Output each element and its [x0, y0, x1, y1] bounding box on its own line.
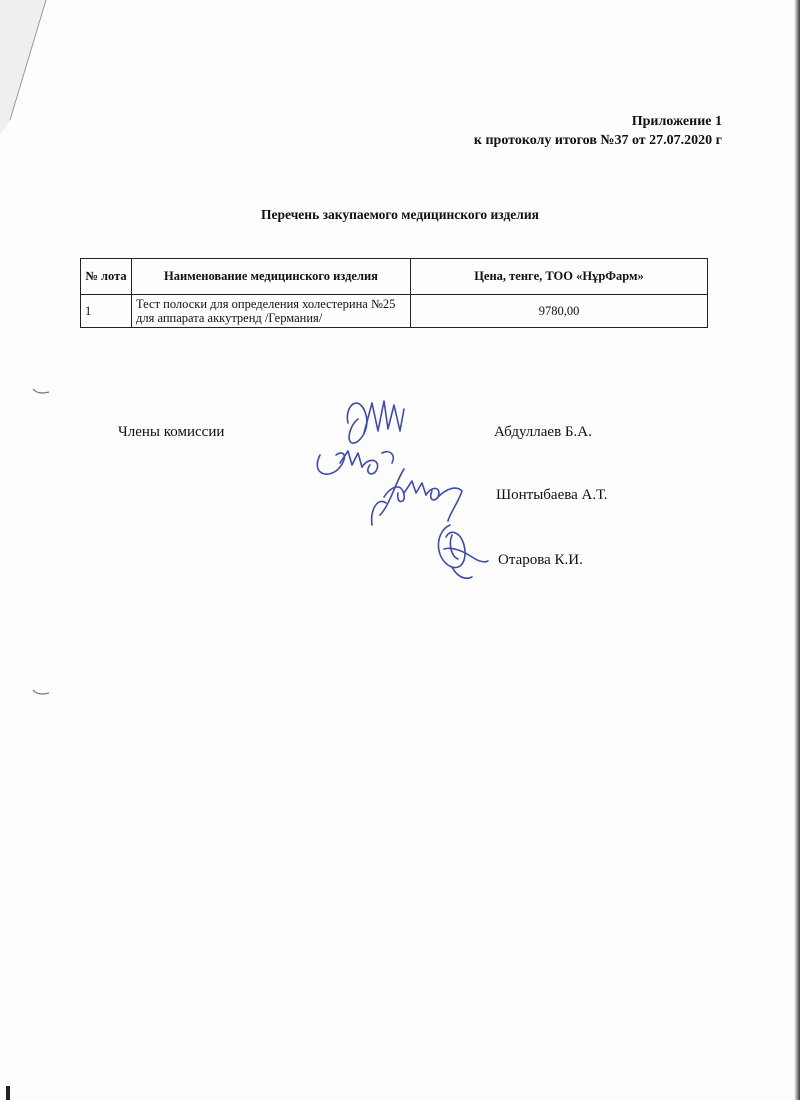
table-header-row [81, 259, 708, 295]
appendix-header [474, 112, 722, 150]
signature-1 [317, 401, 404, 474]
cell-price: 9780,00 [411, 295, 708, 328]
member-name-3: Отарова К.И. [498, 552, 583, 568]
punch-mark-top [32, 388, 50, 396]
header-item-name: Наименование медицинского изделия [132, 259, 411, 295]
appendix-protocol-ref: к протоколу итогов №37 от 27.07.2020 г [473, 133, 722, 148]
lots-table [80, 258, 708, 328]
list-title: Перечень закупаемого медицинского изделия [261, 207, 539, 222]
header-price: Цена, тенге, ТОО «НұрФарм» [411, 259, 708, 295]
scan-corner-fold [0, 0, 60, 140]
member-name-1: Абдуллаев Б.А. [494, 424, 592, 440]
punch-mark-bottom [32, 689, 50, 697]
signature-2 [372, 469, 462, 525]
table-row [81, 295, 708, 328]
signature-3 [438, 525, 488, 578]
commission-label: Члены комиссии [118, 424, 225, 440]
appendix-number: Приложение 1 [631, 114, 722, 129]
scan-edge-shadow [794, 0, 800, 1100]
header-lot-no: № лота [81, 259, 132, 295]
cell-item-name: Тест полоски для определения холестерина №25 для аппарата аккутренд /Германия/ [132, 295, 411, 328]
cell-lot-no: 1 [81, 295, 132, 328]
signatures [300, 385, 490, 585]
member-name-2: Шонтыбаева А.Т. [496, 487, 608, 503]
scan-bottom-mark [6, 1086, 10, 1100]
